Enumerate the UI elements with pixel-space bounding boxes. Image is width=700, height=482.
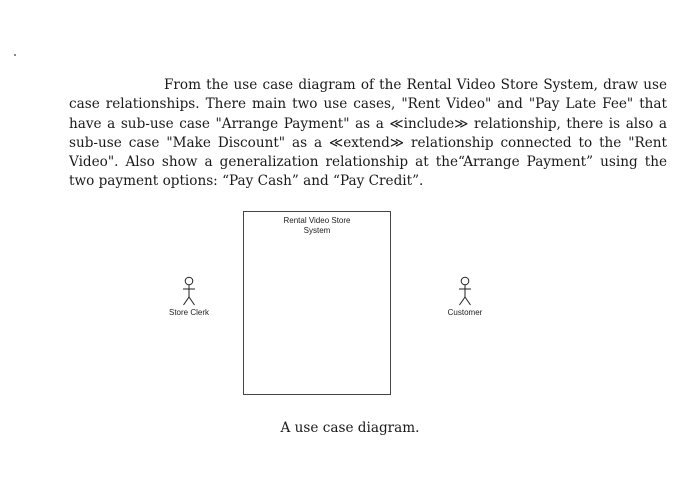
stick-figure-icon <box>458 276 472 306</box>
actor-label: Customer <box>447 308 483 317</box>
actor-customer <box>420 276 510 318</box>
stick-figure-icon <box>182 276 196 306</box>
figure-caption: A use case diagram. <box>280 420 420 436</box>
actor-label: Store Clerk <box>168 308 209 317</box>
scan-artifact <box>14 54 16 56</box>
system-boundary <box>243 211 391 395</box>
system-title: Rental Video Store System <box>283 216 351 235</box>
problem-statement: From the use case diagram of the Rental Video Store System, draw use case relationships. There main two use cases, "Rent Video" and "Pay Late Fee" that have a sub-use case "Arrange Payment" as a ≪include≫ relationship, there is also a sub-use case "Make Discount" as a ≪extend≫ relationship connected to the "Rent Video". Also show a generalization relationship at the“Arrange Payment” using the two payment options: “Pay Cash” and “Pay Credit”. <box>69 77 667 190</box>
actor-store-clerk <box>144 276 234 318</box>
